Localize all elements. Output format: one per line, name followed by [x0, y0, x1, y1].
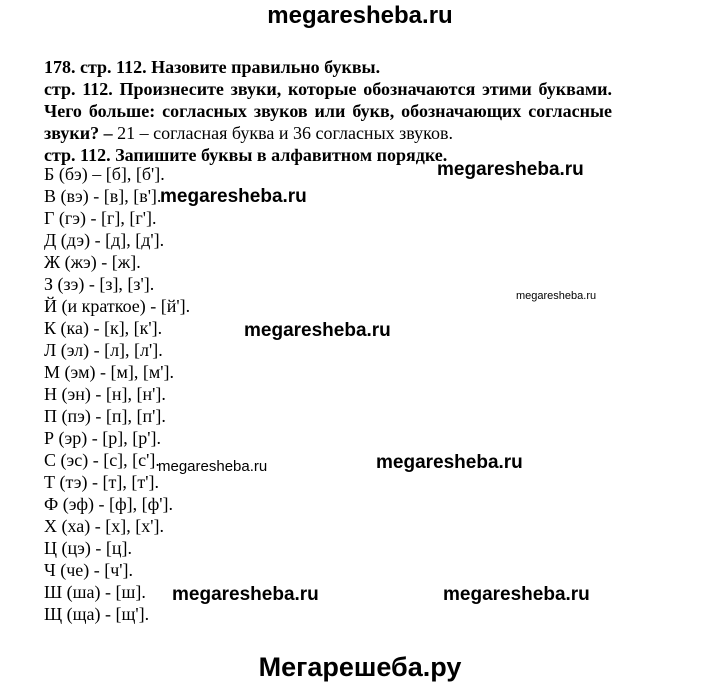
- letter-line: Ц (цэ) - [ц].: [44, 538, 132, 558]
- exercise-title: 178. стр. 112. Назовите правильно буквы.: [44, 57, 381, 77]
- letter-line: Д (дэ) - [д], [д'].: [44, 230, 165, 250]
- letter-line: Н (эн) - [н], [н'].: [44, 384, 166, 404]
- watermark: megaresheba.ru: [158, 458, 268, 475]
- letter-line: Т (тэ) - [т], [т'].: [44, 472, 159, 492]
- letter-list: [44, 163, 190, 625]
- question-text: стр. 112. Произнесите звуки, которые обозначаются этими буквами. Чего больше: согласных звуков или букв, обозначающих согласные звуки? –: [44, 79, 612, 143]
- watermark: megaresheba.ru: [376, 452, 523, 473]
- letter-line: Б (бэ) – [б], [б'].: [44, 164, 165, 184]
- letter-line: П (пэ) - [п], [п'].: [44, 406, 166, 426]
- watermark: megaresheba.ru: [443, 584, 590, 605]
- letter-line: Г (гэ) - [г], [г'].: [44, 208, 157, 228]
- letter-line: З (зэ) - [з], [з'].: [44, 274, 155, 294]
- exercise-question: [44, 78, 612, 144]
- letter-line: Й (и краткое) - [й'].: [44, 296, 191, 316]
- watermark: megaresheba.ru: [516, 290, 597, 302]
- letter-line: Р (эр) - [р], [р'].: [44, 428, 161, 448]
- letter-line: Щ (ща) - [щ'].: [44, 604, 150, 624]
- watermark: megaresheba.ru: [172, 584, 319, 605]
- watermark: megaresheba.ru: [437, 159, 584, 180]
- letter-line: Ж (жэ) - [ж].: [44, 252, 141, 272]
- letter-line: Х (ха) - [х], [х'].: [44, 516, 164, 536]
- exercise-task: стр. 112. Запишите буквы в алфавитном порядке.: [44, 145, 448, 165]
- exercise-intro: [44, 56, 612, 166]
- site-footer: Мегарешеба.ру: [258, 652, 462, 682]
- letter-line: Л (эл) - [л], [л'].: [44, 340, 163, 360]
- letter-line: В (вэ) - [в], [в'].: [44, 186, 162, 206]
- letter-line: Ш (ша) - [ш].: [44, 582, 146, 602]
- site-header: megaresheba.ru: [267, 2, 453, 29]
- watermark: megaresheba.ru: [244, 320, 391, 341]
- letter-line: М (эм) - [м], [м'].: [44, 362, 174, 382]
- letter-line: Ф (эф) - [ф], [ф'].: [44, 494, 174, 514]
- letter-line: Ч (че) - [ч'].: [44, 560, 134, 580]
- letter-line: С (эс) - [с], [с'].: [44, 450, 160, 470]
- answer-text: 21 – согласная буква и 36 согласных звуков.: [112, 123, 453, 143]
- letter-line: К (ка) - [к], [к'].: [44, 318, 163, 338]
- watermark: megaresheba.ru: [160, 186, 307, 207]
